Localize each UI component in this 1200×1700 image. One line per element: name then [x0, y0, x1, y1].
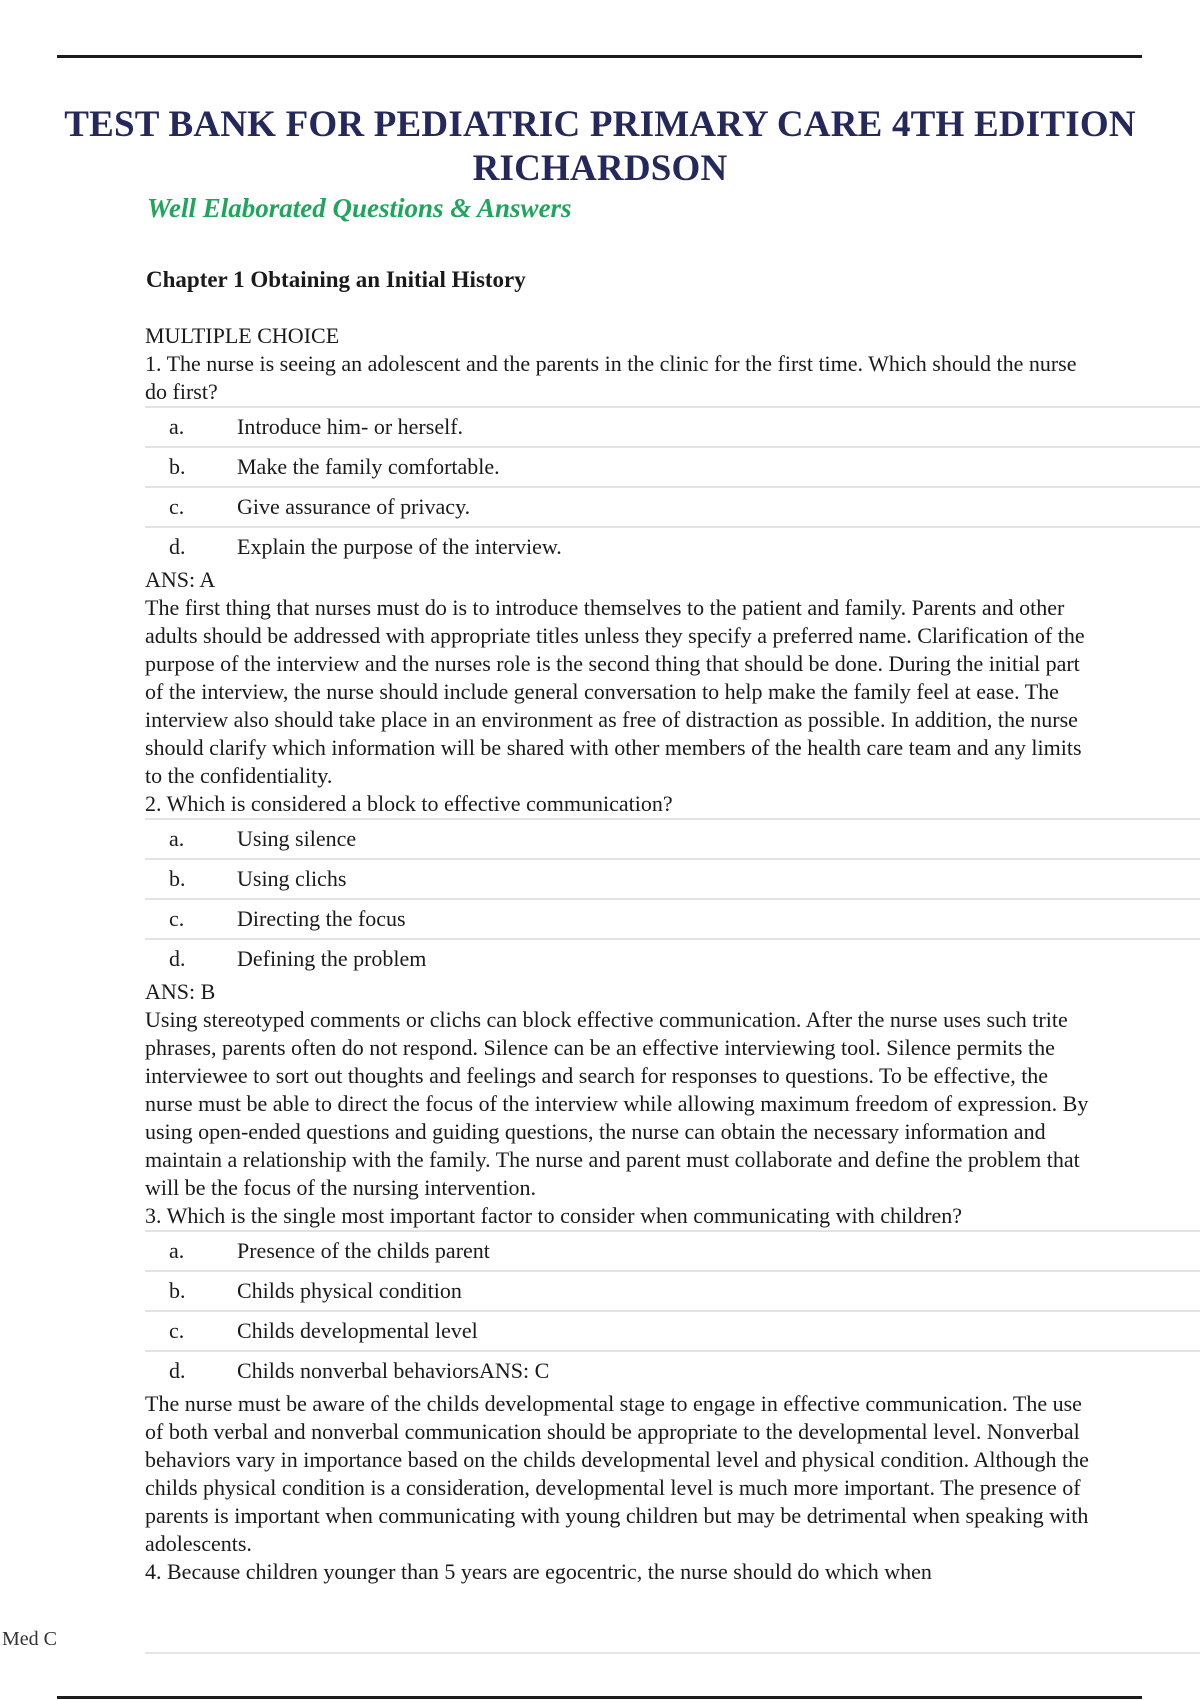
- option-text: Using clichs: [237, 866, 347, 891]
- option-row: [145, 1272, 1200, 1312]
- option-text: Childs nonverbal behaviorsANS: C: [237, 1358, 550, 1383]
- option-text: Presence of the childs parent: [237, 1238, 490, 1263]
- option-text: Defining the problem: [237, 946, 427, 971]
- option-row: [145, 448, 1200, 488]
- top-rule: [57, 55, 1142, 58]
- footer-divider: [145, 1652, 1200, 1654]
- option-letter: d.: [169, 946, 186, 971]
- option-letter: b.: [169, 1278, 186, 1303]
- rationale-2: Using stereotyped comments or clichs can block effective communication. After the nurse uses such trite phrases, parents often do not respond. Silence can be an effective interviewing tool. Silence permits the interviewee to sort out thoughts and feelings and search for responses to questions. To be effective, the nurse must be able to direct the focus of the interview while allowing maximum freedom of expression. By using open-ended questions and guiding questions, the nurse can obtain the necessary information and maintain a relationship with the family. The nurse and parent must collaborate and define the problem that will be the focus of the nursing intervention.: [145, 1007, 1089, 1200]
- option-row: [145, 528, 1200, 566]
- bottom-rule: [57, 1696, 1142, 1699]
- option-row: [145, 820, 1200, 860]
- document-subtitle: Well Elaborated Questions & Answers: [147, 193, 572, 223]
- option-letter: a.: [169, 414, 185, 439]
- option-letter: b.: [169, 866, 186, 891]
- rationale-3: The nurse must be aware of the childs developmental stage to engage in effective communication. The use of both verbal and nonverbal communication should be appropriate to the developmental level. Nonverbal behaviors vary in importance based on the childs developmental level and physical condition. Although the childs physical condition is a consideration, developmental level is much more important. The presence of parents is important when communicating with young children but may be detrimental when speaking with adolescents.: [145, 1391, 1089, 1556]
- option-letter: a.: [169, 1238, 185, 1263]
- option-letter: c.: [169, 906, 185, 931]
- option-letter: d.: [169, 534, 186, 559]
- option-text: Introduce him- or herself.: [237, 414, 464, 439]
- section-heading: MULTIPLE CHOICE: [145, 323, 340, 348]
- rationale-1: The first thing that nurses must do is to introduce themselves to the patient and family. Parents and other adults should be addressed with appropriate titles unless they specify a preferred name. Clarification of the purpose of the interview and the nurses role is the second thing that should be done. During the initial part of the interview, the nurse should include general conversation to help make the family feel at ease. The interview also should take place in an environment as free of distraction as possible. In addition, the nurse should clarify which information will be shared with other members of the health care team and any limits to the confidentiality.: [145, 595, 1085, 788]
- question-2: 2. Which is considered a block to effective communication?: [145, 791, 673, 816]
- question-3-options: [145, 1230, 1200, 1390]
- footer-watermark: Med C: [2, 1628, 57, 1650]
- option-row: [145, 1232, 1200, 1272]
- option-text: Explain the purpose of the interview.: [237, 534, 562, 559]
- option-text: Childs developmental level: [237, 1318, 478, 1343]
- option-text: Directing the focus: [237, 906, 406, 931]
- option-letter: a.: [169, 826, 185, 851]
- document-body: [145, 322, 1200, 1586]
- question-4: 4. Because children younger than 5 years are egocentric, the nurse should do which when: [145, 1559, 932, 1584]
- question-1-options: [145, 406, 1200, 566]
- option-row: [145, 900, 1200, 940]
- option-letter: b.: [169, 454, 186, 479]
- document-title: [0, 103, 1200, 191]
- option-row: [145, 940, 1200, 978]
- option-text: Give assurance of privacy.: [237, 494, 471, 519]
- option-text: Childs physical condition: [237, 1278, 462, 1303]
- option-row: [145, 408, 1200, 448]
- option-letter: c.: [169, 494, 185, 519]
- question-2-options: [145, 818, 1200, 978]
- answer-1: ANS: A: [145, 567, 216, 592]
- option-row: [145, 488, 1200, 528]
- question-3: 3. Which is the single most important factor to consider when communicating with children?: [145, 1203, 963, 1228]
- option-row: [145, 860, 1200, 900]
- option-letter: d.: [169, 1358, 186, 1383]
- question-1: 1. The nurse is seeing an adolescent and the parents in the clinic for the first time. Which should the nurse do first?: [145, 351, 1077, 404]
- answer-2: ANS: B: [145, 979, 216, 1004]
- chapter-heading: Chapter 1 Obtaining an Initial History: [146, 267, 526, 292]
- option-letter: c.: [169, 1318, 185, 1343]
- option-row: [145, 1352, 1200, 1390]
- title-line-2: RICHARDSON: [472, 148, 728, 189]
- option-text: Using silence: [237, 826, 357, 851]
- option-row: [145, 1312, 1200, 1352]
- option-text: Make the family comfortable.: [237, 454, 500, 479]
- title-line-1: TEST BANK FOR PEDIATRIC PRIMARY CARE 4TH EDITION: [64, 104, 1136, 145]
